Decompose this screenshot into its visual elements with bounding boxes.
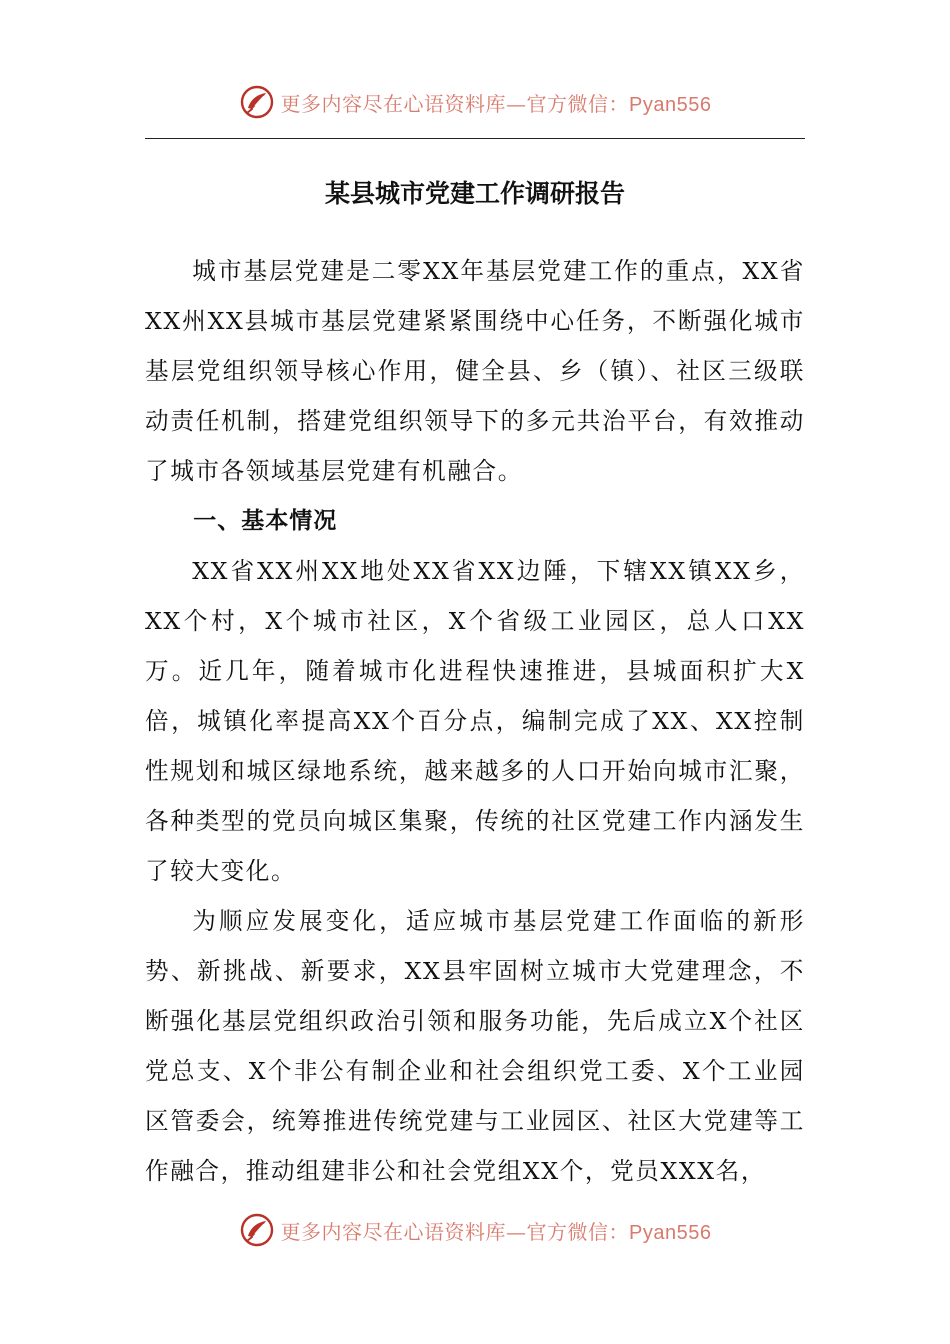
document-title: 某县城市党建工作调研报告 (324, 179, 625, 208)
paragraph-basic-situation: XX省XX州XX地处XX省XX边陲，下辖XX镇XX乡，XX个村，X个城市社区，X个省级工业园区，总人口XX万。近几年，随着城市化进程快速推进，县城面积扩大X倍，城镇化率提高XX个百分点，编制完成了XX、XX控制性规划和城区绿地系统，越来越多的人口开始向城市汇聚，各种类型的党员向城区集聚，传统的社区党建工作内涵发生了较大变化。 (145, 557, 805, 885)
wechat-id: Pyan556 (629, 1221, 712, 1244)
pen-logo-icon (239, 84, 275, 120)
watermark-text: 更多内容尽在心语资料库—官方微信：Pyan556 (280, 91, 712, 116)
wechat-id: Pyan556 (629, 93, 712, 116)
footer-watermark-banner (0, 1208, 950, 1252)
pen-logo-icon (239, 1212, 275, 1248)
document-body (145, 246, 805, 1196)
header-watermark-banner (0, 80, 950, 124)
watermark-text: 更多内容尽在心语资料库—官方微信：Pyan556 (280, 1219, 712, 1244)
paragraph-intro: 城市基层党建是二零XX年基层党建工作的重点，XX省XX州XX县城市基层党建紧紧围绕中心任务，不断强化城市基层党组织领导核心作用，健全县、乡（镇）、社区三级联动责任机制，搭建党组织领导下的多元共治平台，有效推动了城市各领域基层党建有机融合。 (145, 257, 805, 485)
section-heading-basic-situation: 一、基本情况 (193, 508, 338, 534)
header-divider (145, 138, 805, 139)
paragraph-adaptation: 为顺应发展变化，适应城市基层党建工作面临的新形势、新挑战、新要求，XX县牢固树立城市大党建理念，不断强化基层党组织政治引领和服务功能，先后成立X个社区党总支、X个非公有制企业和社会组织党工委、X个工业园区管委会，统筹推进传统党建与工业园区、社区大党建等工作融合，推动组建非公和社会党组XX个，党员XXX名， (145, 907, 805, 1185)
